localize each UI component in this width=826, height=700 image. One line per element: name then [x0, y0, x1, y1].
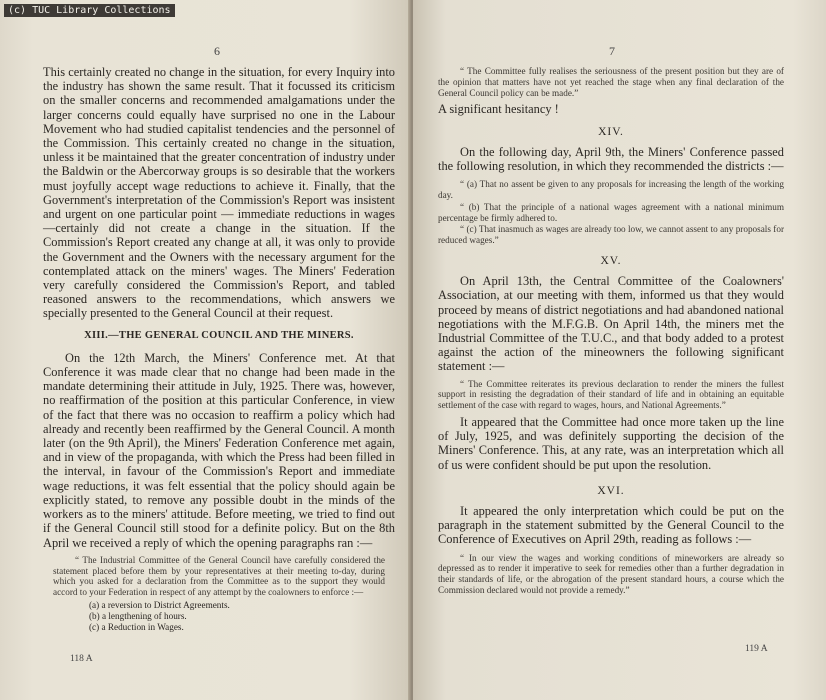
left-page	[0, 0, 411, 700]
list-item: (c) a Reduction in Wages.	[89, 621, 184, 632]
watermark: (c) TUC Library Collections	[4, 4, 175, 17]
page-footer: 118 A	[70, 654, 93, 664]
page-footer: 119 A	[745, 644, 768, 654]
right-page	[413, 0, 826, 700]
paragraph: A significant hesitancy !	[438, 102, 559, 117]
paragraph: On April 13th, the Central Committee of the Coalowners' Association, at our meeting with them, informed us that they would proceed by means of district negotiations and had abandoned national negotiations with the M.F.G.B. On April 14th, the miners met the Industrial Committee of the T.U.C., and that body added to a protest against the action of the mineowners the following significant statement :—	[438, 274, 784, 374]
page-number: 7	[609, 44, 615, 58]
resolution-item: “ (b) That the principle of a national wages agreement with a national minimum percentage be firmly adhered to.	[438, 201, 784, 223]
right-page-body	[438, 66, 784, 596]
section-heading: XIII.—THE GENERAL COUNCIL AND THE MINERS.	[84, 329, 354, 341]
left-page-body	[43, 65, 395, 633]
section-number: XVI.	[597, 484, 625, 497]
page-number: 6	[214, 44, 220, 58]
quote-block: “ In our view the wages and working conditions of mineworkers are already so depressed as to render it imperative to seek for remedies other than a further degradation in their standards of life, or the abrogation of the present standard hours, a course which the Commission declared would not provide a remedy.”	[438, 552, 784, 596]
resolution-item: “ (c) That inasmuch as wages are already too low, we cannot assent to any proposals for reduced wages.”	[438, 224, 784, 246]
paragraph: On the following day, April 9th, the Miners' Conference passed the following resolution, in which they recommended the districts :—	[438, 144, 784, 173]
resolution-item: “ (a) That no assent be given to any proposals for increasing the length of the working day.	[438, 179, 784, 200]
paragraph: It appeared the only interpretation which could be put on the paragraph in the statement submitted by the General Council to the Conference of Executives on April 29th, reading as follows :—	[438, 504, 784, 547]
quote-list	[89, 600, 395, 633]
section-number: XIV.	[598, 125, 624, 138]
paragraph: This certainly created no change in the situation, for every Inquiry into the industry has shown the same result. That it focussed its criticism on the smaller concerns and recommended amalgamations under the larger concerns could equally have surprised no one in the Labour Movement who had studied capitalist tendencies and the personnel of the Commission. This certainly created no change in the situation, unless it be maintained that the greater concentration of industry under the Baldwin or the Abercorway groups is so desirable that the workers must joyfully accept wage reductions to achieve it. Finally, that the Government's interpretation of the Commission's Report was insistent and urgent on one particular point — immediate reductions in wages—certainly did not create a change in the situation. If the Commission's Report created any change at all, it was only to provide the Government and the Owners with the necessary argument for the contemplated attack on the miners' wages. The Miners' Federation very carefully considered the Commission's Report, and tabled reasoned answers to the recommendations, which answers we specially presented to the General Council at their request.	[43, 65, 395, 321]
paragraph: On the 12th March, the Miners' Conference met. At that Conference it was made clear that no change had been made in the mandate determining their attitude in July, 1925. There was, however, no reaffirmation of the position at this particular Conference, in view of the fact that there was no occasion to reaffirm a policy which had already and recently been reaffirmed by the General Council. A month later (on the 9th April), the Miners' Federation Conference met again, and in view of the propaganda, with which the Press had been filled in the interval, in favour of the Commission's Report and immediate wage reductions, it was felt essential that the policy should again be explicitly stated, to remove any possible doubt in the minds of the workers as to the miners' attitude. Before meeting, we tried to find out if the General Council still stood for a definite policy. But on the 8th April we received a reply of which the opening paragraphs ran :—	[43, 350, 395, 550]
quote-block: “ The Industrial Committee of the General Council have carefully considered the statement placed before them by your representatives at their meeting to-day, during which you asked for a declaration from the Committee as to the support they would accord to your Federation in respect of any attempt by the coalowners to enforce :—	[53, 554, 385, 598]
section-number: XV.	[600, 254, 622, 267]
list-item: (b) a lengthening of hours.	[89, 610, 187, 621]
quote-block: “ The Committee reiterates its previous declaration to render the miners the fullest support in resisting the degradation of their standard of life and in obtaining an equitable settlement of the case with regard to wages, hours, and National Agreements.”	[438, 378, 784, 411]
quote-block: “ The Committee fully realises the seriousness of the present position but they are of the opinion that matters have not yet reached the stage when any final declaration of the General Council policy can be made.”	[438, 66, 784, 98]
paragraph: It appeared that the Committee had once more taken up the line of July, 1925, and was definitely supporting the decision of the Miners' Conference. This, at any rate, was an interpretation which all of us were confident should be put upon the resolution.	[438, 415, 784, 472]
list-item: (a) a reversion to District Agreements.	[89, 599, 230, 610]
